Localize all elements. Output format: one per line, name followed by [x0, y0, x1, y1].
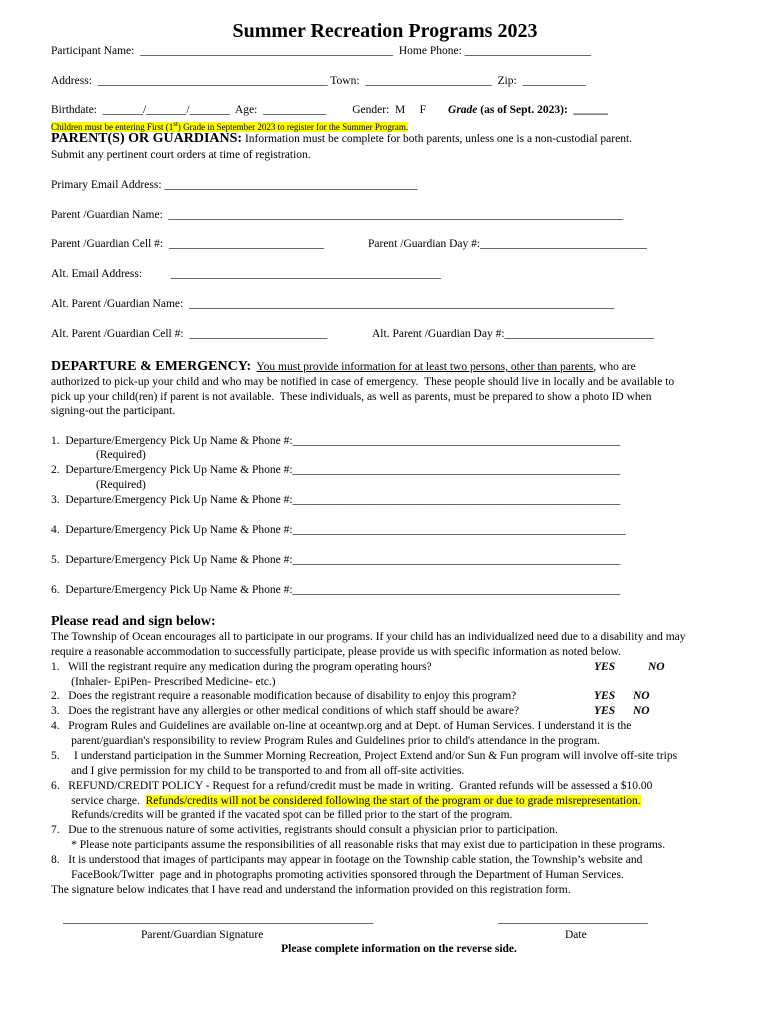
question-modification: 2. Does the registrant require a reasonable modification because of disability to enjoy this program?: [51, 690, 517, 702]
refund-policy-highlight: Refunds/credits will not be considered following the start of the program or due to grade misrepresentation.: [145, 795, 641, 807]
alt-guardian-name-field[interactable]: Alt. Parent /Guardian Name: __________________________________________________________________________: [51, 298, 615, 310]
departure-contact-1-field[interactable]: 1. Departure/Emergency Pick Up Name & Phone #:_________________________________________________________: [51, 435, 621, 447]
question-medication: 1. Will the registrant require any medication during the program operating hours?: [51, 661, 432, 673]
date-field[interactable]: __________________________: [498, 913, 648, 925]
rules-statement-1: 4. Program Rules and Guidelines are available on-line at oceantwp.org and at Dept. of Human Services. I understand it is the: [51, 720, 632, 732]
grade-label: Grade: [448, 104, 478, 116]
sign-intro-1: The Township of Ocean encourages all to participate in our programs. If your child has an individualized need due to a disability and may: [51, 631, 686, 643]
departure-intro-underlined: You must provide information for at least two persons, other than parents: [256, 361, 594, 373]
closing-statement: The signature below indicates that I have read and understand the information provided on this registration form.: [51, 884, 571, 896]
parents-intro: Information must be complete for both parents, unless one is a non-custodial parent.: [242, 133, 633, 145]
trips-statement-1: 5. I understand participation in the Summer Morning Recreation, Project Extend and/or Sun & Fun program will involve off-site trips: [51, 750, 678, 762]
signature-field[interactable]: ______________________________________________________: [63, 913, 374, 925]
sign-intro-2: require a reasonable accommodation to successfully participate, please provide us with specific information as noted below.: [51, 646, 621, 658]
participant-name-field[interactable]: Participant Name: ____________________________________________ Home Phone: ______________________: [51, 45, 592, 57]
departure-contact-6-field[interactable]: 6. Departure/Emergency Pick Up Name & Phone #:_________________________________________________________: [51, 584, 621, 596]
required-label: (Required): [96, 479, 146, 491]
address-field[interactable]: Address: ________________________________________ Town: ______________________ Zip: ___________: [51, 75, 586, 87]
yes-option-3[interactable]: YES: [594, 705, 616, 717]
no-option-1[interactable]: NO: [648, 661, 665, 673]
note-superscript: st: [173, 120, 178, 128]
note-text-after: ) Grade in September 2023 to register for the Summer Program.: [177, 122, 409, 132]
page-title: Summer Recreation Programs 2023: [232, 20, 538, 42]
departure-heading: DEPARTURE & EMERGENCY:: [51, 359, 252, 374]
parents-heading: PARENT(S) OR GUARDIANS:: [51, 131, 243, 146]
departure-contact-5-field[interactable]: 5. Departure/Emergency Pick Up Name & Phone #:_________________________________________________________: [51, 554, 621, 566]
departure-intro-3: pick up your child(ren) if parent is not available. These individuals, as well as parents, must be prepared to show a photo ID when: [51, 391, 652, 403]
physician-statement: 7. Due to the strenuous nature of some activities, registrants should consult a physician prior to participation.: [51, 824, 558, 836]
birthdate-field[interactable]: [51, 104, 608, 117]
refund-policy-3: Refunds/credits will be granted if the vacated spot can be filled prior to the start of the program.: [51, 809, 513, 821]
date-label: Date: [565, 929, 587, 941]
primary-email-field[interactable]: Primary Email Address: ____________________________________________: [51, 179, 418, 191]
grade-field[interactable]: (as of Sept. 2023): ______: [477, 104, 609, 116]
departure-intro-2: authorized to pick-up your child and who may be notified in case of emergency. These people should live in locally and be available to: [51, 376, 675, 388]
refund-policy-2: [51, 795, 641, 808]
alt-guardian-day-field[interactable]: Alt. Parent /Guardian Day #:__________________________: [372, 328, 655, 340]
refund-policy-prefix: service charge.: [51, 795, 146, 807]
sign-heading: Please read and sign below:: [51, 614, 216, 629]
departure-intro-rest: , who are: [593, 361, 636, 373]
guardian-day-field[interactable]: Parent /Guardian Day #:_____________________________: [368, 238, 647, 250]
departure-contact-4-field[interactable]: 4. Departure/Emergency Pick Up Name & Phone #:__________________________________________________________: [51, 524, 627, 536]
no-option-3[interactable]: NO: [633, 705, 650, 717]
parents-intro-2: Submit any pertinent court orders at time of registration.: [51, 149, 311, 161]
parents-heading-line: [51, 131, 632, 147]
departure-heading-line: [51, 359, 636, 375]
required-label: (Required): [96, 449, 146, 461]
question-allergies: 3. Does the registrant have any allergies or other medical conditions of which staff should be aware?: [51, 705, 520, 717]
alt-email-field[interactable]: Alt. Email Address: _______________________________________________: [51, 268, 442, 280]
guardian-cell-field[interactable]: Parent /Guardian Cell #: ___________________________: [51, 238, 325, 250]
footer-note: Please complete information on the reverse side.: [281, 943, 517, 955]
refund-policy-1: 6. REFUND/CREDIT POLICY - Request for a refund/credit must be made in writing. Granted refunds will be assessed a $10.00: [51, 780, 653, 792]
departure-intro-4: signing-out the participant.: [51, 405, 176, 417]
note-text-before: Children must be entering First (1: [51, 122, 174, 132]
trips-statement-2: and I give permission for my child to be transported to and from all off-site activities.: [51, 765, 465, 777]
medication-examples: (Inhaler- EpiPen- Prescribed Medicine- etc.): [51, 676, 276, 688]
guardian-name-field[interactable]: Parent /Guardian Name: _______________________________________________________________________________: [51, 209, 623, 221]
yes-option-2[interactable]: YES: [594, 690, 616, 702]
rules-statement-2: parent/guardian's responsibility to review Program Rules and Guidelines prior to child's attendance in the program.: [51, 735, 600, 747]
no-option-2[interactable]: NO: [633, 690, 650, 702]
alt-guardian-cell-field[interactable]: Alt. Parent /Guardian Cell #: ________________________: [51, 328, 328, 340]
departure-contact-3-field[interactable]: 3. Departure/Emergency Pick Up Name & Phone #:_________________________________________________________: [51, 494, 621, 506]
yes-option-1[interactable]: YES: [594, 661, 616, 673]
signature-label: Parent/Guardian Signature: [141, 929, 264, 941]
departure-contact-2-field[interactable]: 2. Departure/Emergency Pick Up Name & Phone #:_________________________________________________________: [51, 464, 621, 476]
risk-note: * Please note participants assume the responsibilities of all reasonable risks that may exist due to participation in these programs.: [51, 839, 666, 851]
images-statement-2: FaceBook/Twitter page and in photographs promoting activities sponsored through the Department of Human Services.: [51, 869, 624, 881]
images-statement-1: 8. It is understood that images of participants may appear in footage on the Township cable station, the Township’s website and: [51, 854, 643, 866]
birthdate-line: Birthdate: _______/_______/_______ Age: ___________ Gender: M F: [51, 104, 427, 116]
